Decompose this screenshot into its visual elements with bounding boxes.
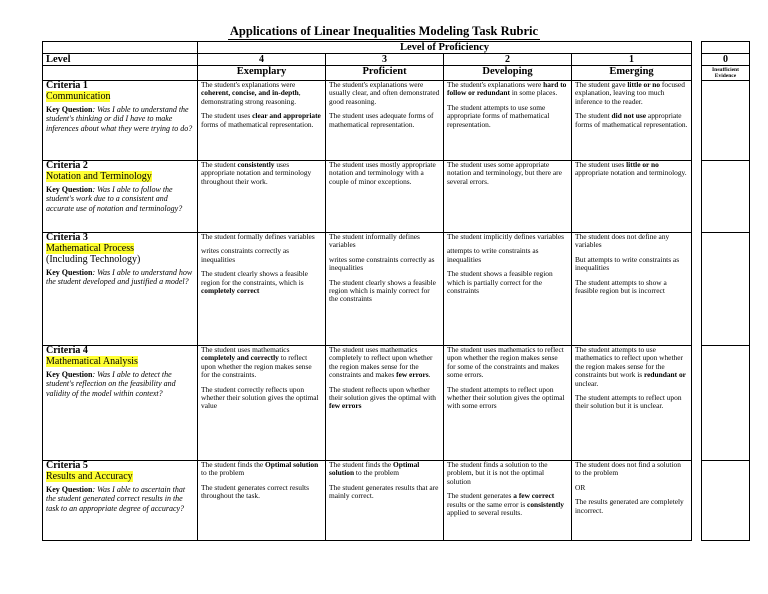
rubric-descriptor: The student attempts to use mathematics to reflect upon whether the region makes sense for the constraints but work is redundant or unclear. <box>575 345 686 388</box>
rubric-descriptor: The student attempts to use some appropriate forms of mathematical representation. <box>447 102 550 129</box>
rubric-descriptor: The student uses adequate forms of mathematical representation. <box>329 111 434 129</box>
rubric-descriptor: The student uses mathematics to reflect upon whether the region makes sense for some of the constraints and makes some errors. <box>447 345 564 380</box>
page-title: Applications of Linear Inequalities Modeling Task Rubric <box>229 24 539 38</box>
rubric-descriptor: The student uses clear and appropriate forms of mathematical representation. <box>201 111 321 129</box>
criteria-title: Notation and Terminology <box>46 171 152 182</box>
rubric-descriptor: The student does not define any variables <box>575 232 670 250</box>
criteria-label-cell <box>43 81 198 161</box>
level-name-developing: Developing <box>444 66 572 81</box>
criteria-name: Criteria 1 <box>46 80 88 91</box>
rubric-descriptor: writes constraints correctly as inequalities <box>201 246 290 264</box>
rubric-descriptor: writes some constraints correctly as inequalities <box>329 254 435 273</box>
rubric-descriptor: The student shows a feasible region which is partially correct for the constraints <box>447 269 553 296</box>
rubric-cell <box>326 233 444 346</box>
key-question: Key Question: Was I able to ascertain that the student generated correct results in the task to an appropriate degree of accuracy? <box>46 485 186 513</box>
rubric-cell <box>572 461 692 541</box>
rubric-descriptor: The student uses mostly appropriate notation and terminology with a couple of minor exceptions. <box>329 160 436 186</box>
rubric-descriptor: The student uses some appropriate notation and terminology, but there are several errors. <box>447 160 562 186</box>
rubric-descriptor: OR <box>575 482 586 492</box>
rubric-descriptor: The student informally defines variables <box>329 232 420 250</box>
criteria-label-cell <box>43 161 198 233</box>
rubric-descriptor: The student generates a few correct results or the same error is consistently applied to several results. <box>447 491 565 518</box>
key-question: Key Question: Was I able to detect the student's reflection on the feasibility and validity of the model within context? <box>46 370 176 398</box>
rubric-table <box>42 41 692 541</box>
key-question: Key Question: Was I able to understand how the student developed and justified a model? <box>46 268 193 287</box>
rubric-cell <box>198 346 326 461</box>
rubric-descriptor: The student clearly shows a feasible region which is mainly correct for the constraints <box>329 277 436 304</box>
rubric-descriptor: The student implicitly defines variables <box>447 232 564 241</box>
criteria-name: Criteria 3 <box>46 232 88 243</box>
insufficient-evidence-cell <box>702 461 750 541</box>
rubric-cell <box>572 81 692 161</box>
rubric-descriptor: The student attempts to show a feasible region but is incorrect <box>575 277 667 296</box>
rubric-descriptor: The student uses mathematics completely to reflect upon whether the region makes sense for the constraints and makes few errors. <box>329 345 433 380</box>
insufficient-evidence-cell <box>702 161 750 233</box>
key-question: Key Question: Was I able to understand the student's thinking or did I have to make inferences about what they were trying to do? <box>46 105 193 133</box>
rubric-descriptor: The student uses little or no appropriate notation and terminology. <box>575 160 687 178</box>
rubric-descriptor: The student attempts to reflect upon their solution but it is unclear. <box>575 393 682 411</box>
key-question: Key Question: Was I able to follow the student's work due to a consistent and accurate use of notation and terminology? <box>46 185 183 213</box>
rubric-descriptor: The student generates correct results throughout the task. <box>201 482 309 501</box>
rubric-descriptor: The student's explanations were usually clear, and often demonstrated good reasoning. <box>329 80 440 106</box>
criteria-row <box>43 461 692 541</box>
rubric-cell <box>326 346 444 461</box>
insufficient-evidence-cell <box>702 346 750 461</box>
level-name-emerging: Emerging <box>572 66 692 81</box>
rubric-descriptor: The student reflects upon whether their solution gives the optimal with few errors <box>329 384 436 411</box>
rubric-cell <box>572 161 692 233</box>
rubric-descriptor: The student correctly reflects upon whether their solution gives the optimal value <box>201 384 319 411</box>
level-num-0: 0 <box>702 54 750 66</box>
criteria-name: Criteria 5 <box>46 460 88 471</box>
criteria-title: Results and Accuracy <box>46 471 133 482</box>
criteria-name: Criteria 2 <box>46 160 88 171</box>
level-label: Level <box>43 54 198 66</box>
criteria-row <box>43 346 692 461</box>
criteria-label-cell <box>43 461 198 541</box>
criteria-row <box>43 233 692 346</box>
criteria-label-cell <box>43 346 198 461</box>
criteria-title: Mathematical Process <box>46 243 135 254</box>
rubric-cell <box>444 233 572 346</box>
rubric-descriptor: The student finds the Optimal solution to the problem <box>329 460 420 478</box>
blank-name-cell <box>43 66 198 81</box>
rubric-descriptor: The results generated are completely incorrect. <box>575 497 684 515</box>
rubric-descriptor: The student gave little or no focused explanation, leaving too much inference to the reader. <box>575 80 685 106</box>
rubric-descriptor: The student generates results that are mainly correct. <box>329 482 439 501</box>
insufficient-evidence-column <box>701 41 750 541</box>
rubric-cell <box>572 346 692 461</box>
rubric-cell <box>444 161 572 233</box>
rubric-descriptor: The student did not use appropriate forms of mathematical representation. <box>575 111 688 129</box>
rubric-descriptor: The student uses mathematics completely and correctly to reflect upon whether the region makes sense for the constraints. <box>201 345 312 380</box>
rubric-descriptor: The student formally defines variables <box>201 232 315 241</box>
criteria-title: Communication <box>46 91 111 102</box>
rubric-descriptor: The student finds the Optimal solution to the problem <box>201 460 319 478</box>
rubric-descriptor: The student's explanations were coherent, concise, and in-depth, demonstrating strong reasoning. <box>201 80 301 106</box>
level-num-3: 3 <box>326 54 444 66</box>
rubric-descriptor: The student clearly shows a feasible region for the constraints, which is completely correct <box>201 269 308 296</box>
rubric-descriptor: But attempts to write constraints as inequalities <box>575 254 680 273</box>
rubric-descriptor: The student does not find a solution to the problem <box>575 460 681 478</box>
criteria-label-cell <box>43 233 198 346</box>
rubric-cell <box>198 81 326 161</box>
insufficient-evidence-label: Insufficient Evidence <box>702 66 750 81</box>
level-name-proficient: Proficient <box>326 66 444 81</box>
rubric-cell <box>444 346 572 461</box>
rubric-cell <box>326 161 444 233</box>
level-num-1: 1 <box>572 54 692 66</box>
rubric-descriptor: The student finds a solution to the problem, but it is not the optimal solution <box>447 460 548 486</box>
side-blank <box>702 42 750 54</box>
rubric-cell <box>198 161 326 233</box>
criteria-title: Mathematical Analysis <box>46 356 138 367</box>
criteria-row <box>43 81 692 161</box>
level-num-4: 4 <box>198 54 326 66</box>
criteria-name: Criteria 4 <box>46 345 88 356</box>
rubric-cell <box>444 461 572 541</box>
level-num-2: 2 <box>444 54 572 66</box>
criteria-subtitle: (Including Technology) <box>46 254 141 265</box>
insufficient-evidence-cell <box>702 81 750 161</box>
rubric-cell <box>198 461 326 541</box>
rubric-descriptor: attempts to write constraints as inequalities <box>447 246 539 264</box>
rubric-cell <box>444 81 572 161</box>
rubric-cell <box>198 233 326 346</box>
rubric-cell <box>326 461 444 541</box>
rubric-descriptor: The student's explanations were hard to follow or redundant in some places. <box>447 80 567 98</box>
level-name-exemplary: Exemplary <box>198 66 326 81</box>
blank-corner <box>43 42 198 54</box>
insufficient-evidence-cell <box>702 233 750 346</box>
criteria-row <box>43 161 692 233</box>
rubric-cell <box>572 233 692 346</box>
rubric-descriptor: The student consistently uses appropriate notation and terminology throughout their work. <box>201 160 312 186</box>
rubric-cell <box>326 81 444 161</box>
rubric-descriptor: The student attempts to reflect upon whether their solution gives the optimal with some errors <box>447 384 565 411</box>
proficiency-header: Level of Proficiency <box>198 42 692 54</box>
